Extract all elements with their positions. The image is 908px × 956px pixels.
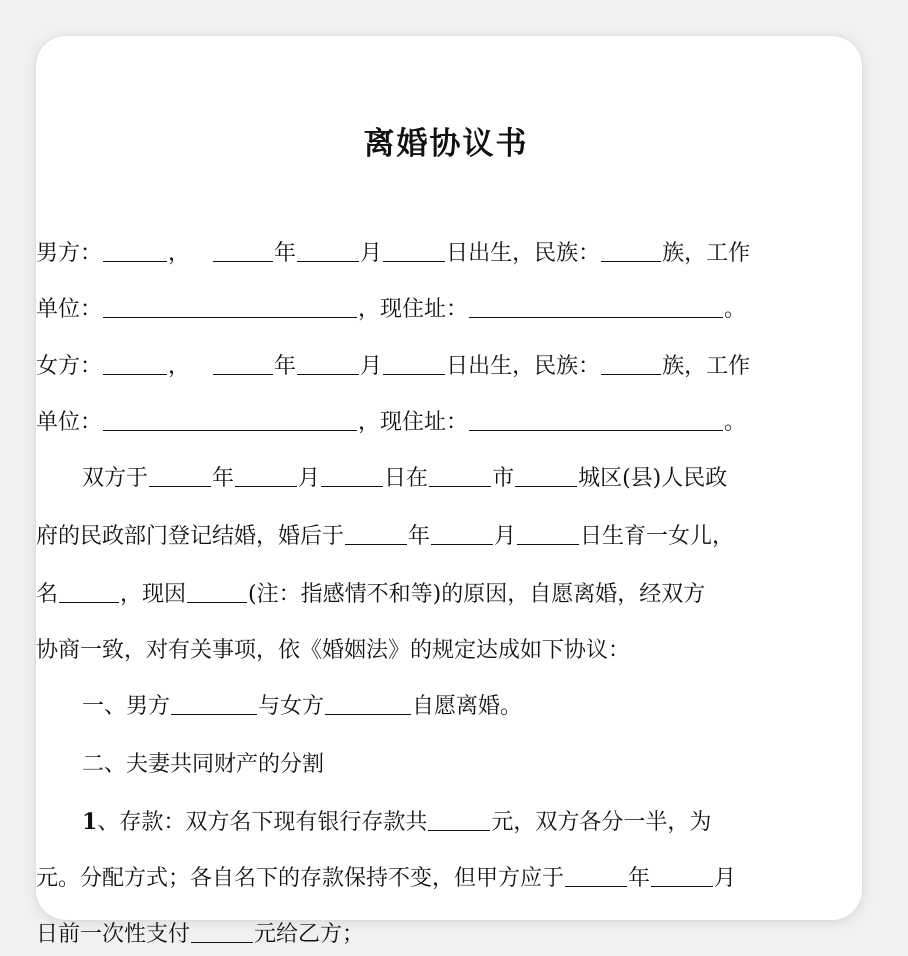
text-segment: 日生育一女儿， xyxy=(580,524,735,549)
text-segment: 城区(县)人民政 xyxy=(578,466,728,491)
marriage-paragraph-line-4 xyxy=(36,636,862,666)
clause-number: 1 xyxy=(82,809,98,835)
document-card xyxy=(36,36,862,947)
marriage-day-blank xyxy=(321,485,383,487)
female-work-unit-blank xyxy=(103,429,357,431)
male-birth-year-blank xyxy=(213,260,273,262)
agreement-item-2 xyxy=(36,750,908,780)
marriage-paragraph-line-1 xyxy=(36,464,908,494)
male-name-blank xyxy=(103,260,167,262)
text-segment: 年 xyxy=(628,866,651,891)
text-segment: 年 xyxy=(274,241,297,266)
deposit-clause-line-3 xyxy=(36,920,862,950)
text-segment: 。 xyxy=(724,410,747,435)
female-ethnic-blank xyxy=(601,373,661,375)
child-birth-year-blank xyxy=(345,543,407,545)
district-blank xyxy=(515,485,577,487)
divorce-reason-blank xyxy=(187,601,247,603)
male-work-unit-blank xyxy=(103,316,357,318)
text-segment: 单位： xyxy=(36,297,103,322)
female-address-blank xyxy=(469,429,723,431)
document-title: 离婚协议书 xyxy=(363,126,529,162)
text-segment: 月 xyxy=(298,466,321,491)
payment-year-blank xyxy=(565,885,627,887)
text-segment: 二、夫妻共同财产的分割 xyxy=(82,752,325,777)
male-address-line xyxy=(36,295,862,325)
text-segment: 一、男方 xyxy=(82,694,171,719)
payment-month-blank xyxy=(651,885,713,887)
child-birth-day-blank xyxy=(517,543,579,545)
child-name-blank xyxy=(59,601,119,603)
child-birth-month-blank xyxy=(431,543,493,545)
marriage-paragraph-line-2 xyxy=(36,522,862,552)
text-segment: ，现住址： xyxy=(358,410,469,435)
male-label: 男方： xyxy=(36,241,103,266)
text-segment: ，现住址： xyxy=(358,297,469,322)
agreement-item-1 xyxy=(36,692,908,722)
text-segment: 族，工作 xyxy=(662,354,751,379)
payment-amount-blank xyxy=(191,941,253,943)
deposit-clause-line-2 xyxy=(36,864,862,894)
male-birth-day-blank xyxy=(383,260,445,262)
text-segment: 日在 xyxy=(384,466,429,491)
female-address-line xyxy=(36,408,862,438)
city-blank xyxy=(429,485,491,487)
male-address-blank xyxy=(469,316,723,318)
text-segment: 。 xyxy=(724,297,747,322)
text-segment: 日出生，民族： xyxy=(446,354,601,379)
text-segment: 双方于 xyxy=(82,466,149,491)
deposit-clause-line-1 xyxy=(36,807,908,838)
female-birth-day-blank xyxy=(383,373,445,375)
text-segment: 协商一致，对有关事项，依《婚姻法》的规定达成如下协议： xyxy=(36,638,631,663)
text-segment: 名 xyxy=(36,582,59,607)
male-birth-month-blank xyxy=(297,260,359,262)
marriage-paragraph-line-3 xyxy=(36,580,862,610)
female-name-blank xyxy=(103,373,167,375)
text-segment: (注：指感情不和等)的原因，自愿离婚，经双方 xyxy=(248,582,706,607)
male-party-blank xyxy=(171,713,257,715)
male-ethnic-blank xyxy=(601,260,661,262)
text-segment: 日前一次性支付 xyxy=(36,922,191,947)
text-segment: 日出生，民族： xyxy=(446,241,601,266)
text-segment: 年 xyxy=(408,524,431,549)
text-segment: 年 xyxy=(212,466,235,491)
female-party-blank xyxy=(325,713,411,715)
marriage-year-blank xyxy=(149,485,211,487)
text-segment: ， xyxy=(168,241,191,266)
text-segment: 市 xyxy=(492,466,515,491)
text-segment: 元，双方各分一半，为 xyxy=(491,810,712,835)
text-segment: 自愿离婚。 xyxy=(412,694,523,719)
text-segment: 与女方 xyxy=(258,694,325,719)
female-birth-month-blank xyxy=(297,373,359,375)
text-segment: 月 xyxy=(494,524,517,549)
text-segment: 、存款：双方名下现有银行存款共 xyxy=(97,810,428,835)
text-segment: ， xyxy=(168,354,191,379)
text-segment: 族，工作 xyxy=(662,241,751,266)
text-segment: 月 xyxy=(360,241,383,266)
marriage-month-blank xyxy=(235,485,297,487)
female-label: 女方： xyxy=(36,354,103,379)
text-segment: 元给乙方； xyxy=(254,922,365,947)
male-info-line xyxy=(36,239,862,269)
text-segment: 年 xyxy=(274,354,297,379)
text-segment: 月 xyxy=(360,354,383,379)
female-birth-year-blank xyxy=(213,373,273,375)
female-info-line xyxy=(36,352,862,382)
text-segment: 元。分配方式；各自名下的存款保持不变，但甲方应于 xyxy=(36,866,565,891)
text-segment: 单位： xyxy=(36,410,103,435)
text-segment: ，现因 xyxy=(120,582,187,607)
deposit-total-blank xyxy=(428,829,490,831)
text-segment: 府的民政部门登记结婚，婚后于 xyxy=(36,524,345,549)
text-segment: 月 xyxy=(714,866,737,891)
